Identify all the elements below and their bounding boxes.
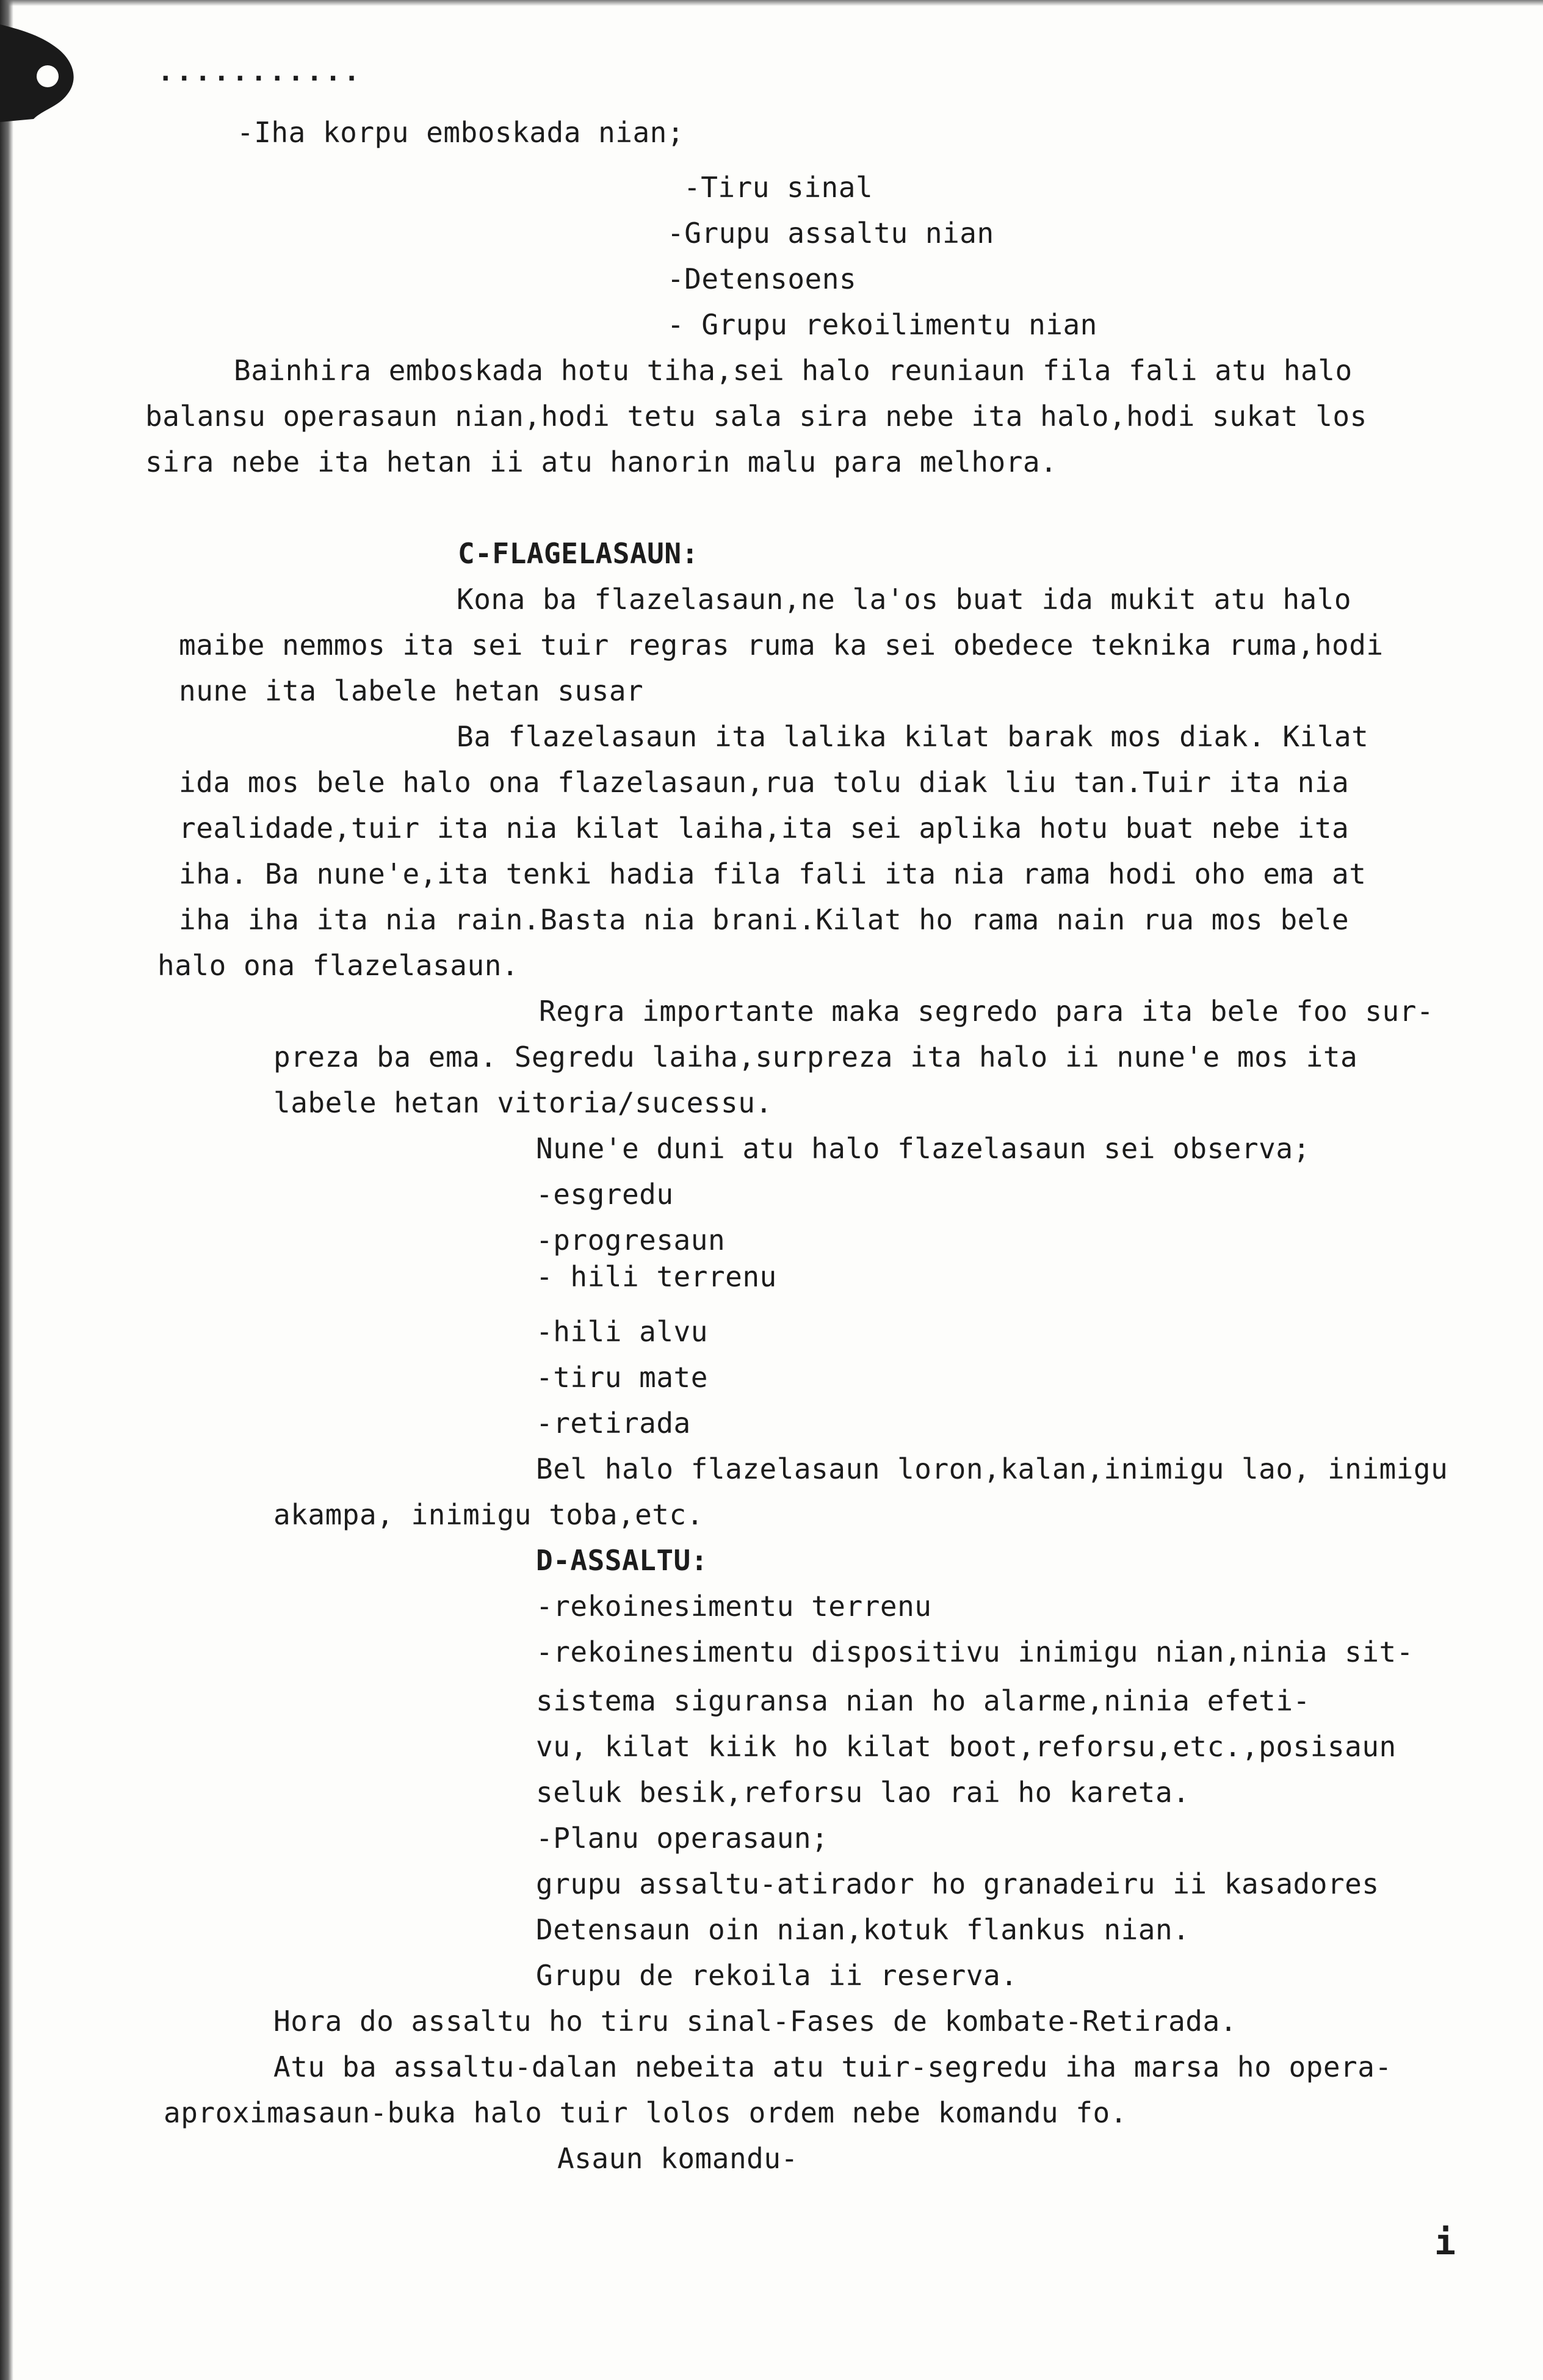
section-heading-c: C-FLAGELASAUN: xyxy=(458,537,699,570)
scan-edge-top xyxy=(0,0,1543,6)
text-line-35: vu, kilat kiik ho kilat boot,reforsu,etc.,posisaun xyxy=(536,1730,1397,1763)
text-line-8: sira nebe ita hetan ii atu hanorin malu para melhora. xyxy=(145,445,1058,478)
text-line-29: Bel halo flazelasaun loron,kalan,inimigu lao, inimigu xyxy=(536,1452,1448,1485)
text-line-19: Regra importante maka segredo para ita bele foo sur- xyxy=(539,995,1434,1028)
list-item-retirada: -retirada xyxy=(536,1407,691,1440)
text-line-32: -rekoinesimentu terrenu xyxy=(536,1590,932,1623)
text-line-36: seluk besik,reforsu lao rai ho kareta. xyxy=(536,1776,1190,1809)
text-line-39: Detensaun oin nian,kotuk flankus nian. xyxy=(536,1913,1190,1946)
text-line-18: halo ona flazelasaun. xyxy=(157,949,519,982)
leader-dots: ........... xyxy=(157,56,363,87)
text-line-21: labele hetan vitoria/sucessu. xyxy=(273,1086,773,1119)
list-item-progresaun: -progresaun xyxy=(536,1224,726,1257)
ink-blot-mark xyxy=(0,12,98,122)
text-line-34: sistema siguransa nian ho alarme,ninia efeti- xyxy=(536,1684,1310,1717)
text-line-40: Grupu de rekoila ii reserva. xyxy=(536,1959,1018,1992)
text-line-41: Hora do assaltu ho tiru sinal-Fases de kombate-Retirada. xyxy=(273,2005,1237,2038)
text-line-12: nune ita labele hetan susar xyxy=(179,674,644,707)
list-item-hili-alvu: -hili alvu xyxy=(536,1315,708,1348)
text-line-22: Nune'e duni atu halo flazelasaun sei observa; xyxy=(536,1132,1310,1165)
text-line-42: Atu ba assaltu-dalan nebeita atu tuir-segredu iha marsa ho opera- xyxy=(273,2050,1392,2083)
text-line-3: -Grupu assaltu nian xyxy=(667,217,994,250)
text-line-6: Bainhira emboskada hotu tiha,sei halo reuniaun fila fali atu halo xyxy=(234,354,1353,387)
list-item-tiru-mate: -tiru mate xyxy=(536,1361,708,1394)
text-line-2: -Tiru sinal xyxy=(684,171,873,204)
text-line-17: iha iha ita nia rain.Basta nia brani.Kilat ho rama nain rua mos bele xyxy=(179,903,1350,936)
list-item-hili-terrenu: - hili terrenu xyxy=(536,1260,777,1293)
section-heading-d: D-ASSALTU: xyxy=(536,1544,708,1577)
text-line-43: aproximasaun-buka halo tuir lolos ordem nebe komandu fo. xyxy=(164,2096,1127,2129)
text-line-10: Kona ba flazelasaun,ne la'os buat ida mukit atu halo xyxy=(457,583,1352,616)
text-line-14: ida mos bele halo ona flazelasaun,rua tolu diak liu tan.Tuir ita nia xyxy=(179,766,1350,799)
text-line-37: -Planu operasaun; xyxy=(536,1822,829,1855)
page-mark: i xyxy=(1434,2221,1456,2263)
scan-edge-left xyxy=(0,0,13,2380)
text-line-13: Ba flazelasaun ita lalika kilat barak mos diak. Kilat xyxy=(457,720,1369,753)
text-line-1: -Iha korpu emboskada nian; xyxy=(237,116,685,149)
text-line-16: iha. Ba nune'e,ita tenki hadia fila fali ita nia rama hodi oho ema at xyxy=(179,857,1367,890)
text-line-7: balansu operasaun nian,hodi tetu sala sira nebe ita halo,hodi sukat los xyxy=(145,400,1367,433)
text-line-38: grupu assaltu-atirador ho granadeiru ii kasadores xyxy=(536,1867,1379,1900)
text-line-44: Asaun komandu- xyxy=(557,2142,798,2175)
text-line-15: realidade,tuir ita nia kilat laiha,ita sei aplika hotu buat nebe ita xyxy=(179,812,1350,845)
text-line-11: maibe nemmos ita sei tuir regras ruma ka sei obedece teknika ruma,hodi xyxy=(179,629,1384,662)
text-line-5: - Grupu rekoilimentu nian xyxy=(667,308,1097,341)
text-line-20: preza ba ema. Segredu laiha,surpreza ita halo ii nune'e mos ita xyxy=(273,1040,1358,1073)
text-line-33: -rekoinesimentu dispositivu inimigu nian,ninia sit- xyxy=(536,1635,1414,1668)
text-line-4: -Detensoens xyxy=(667,262,857,295)
list-item-esgredu: -esgredu xyxy=(536,1178,674,1211)
text-line-30: akampa, inimigu toba,etc. xyxy=(273,1498,704,1531)
